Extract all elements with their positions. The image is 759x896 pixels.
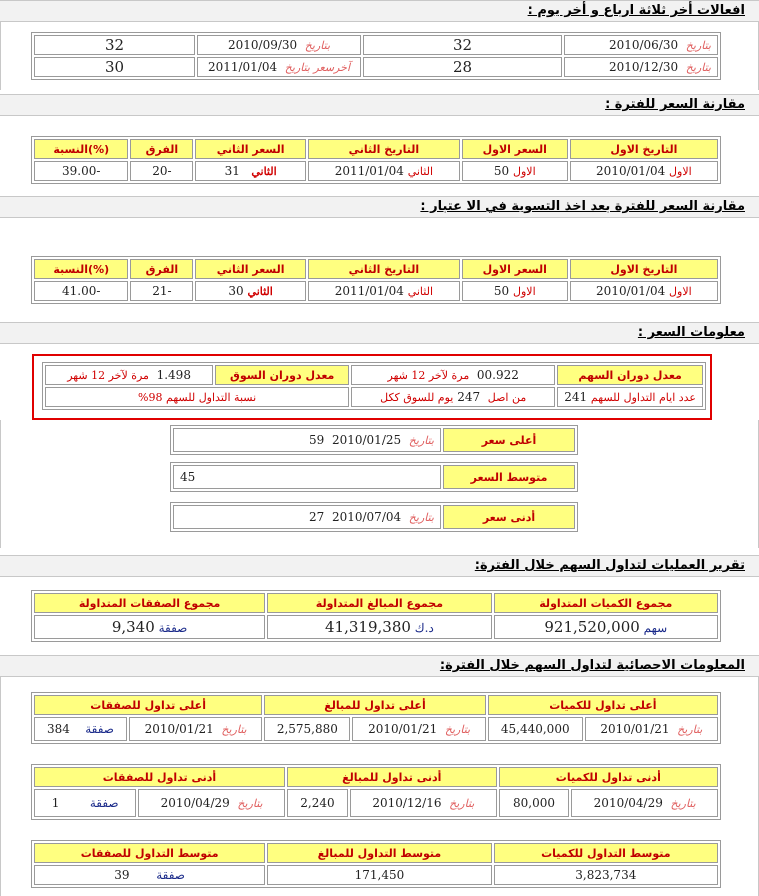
- turnover-market-cell: [45, 365, 213, 385]
- cell-value: 32: [34, 35, 195, 55]
- col-header: أعلى تداول للمبالغ: [264, 695, 485, 715]
- col-header: أعلى تداول للكميات: [488, 695, 718, 715]
- cell-date: [564, 57, 718, 77]
- highest-trading-table: [31, 692, 721, 744]
- high-price-table: [170, 425, 578, 455]
- pct-cell: -41.00: [34, 281, 128, 301]
- low-price-table: [170, 502, 578, 532]
- first-label: الاول: [513, 285, 536, 298]
- table-row: [34, 789, 718, 817]
- turnover-stock-label: معدل دوران السهم: [557, 365, 703, 385]
- lowest-trading-table: [31, 764, 721, 820]
- table-row: [34, 35, 718, 55]
- col-header: السعر الاول: [462, 259, 568, 279]
- total-amount-cell: [267, 615, 491, 639]
- low-amount-value: 2,240: [287, 789, 348, 817]
- section-title: مقارنة السعر للفترة :: [605, 97, 745, 112]
- first-date: 2010/01/04: [596, 284, 666, 298]
- diff-cell: -21: [130, 281, 193, 301]
- section-header-price-info: [0, 322, 759, 344]
- second-date: 2011/01/04: [334, 284, 404, 298]
- table-header-row: [34, 259, 718, 279]
- second-label: الثاني: [407, 285, 434, 298]
- low-deals-date-cell: [138, 789, 285, 817]
- total-days-value: 247: [457, 390, 481, 404]
- date-label: بتاريخ: [677, 723, 703, 736]
- stock-unit-label: سهم: [643, 621, 668, 635]
- low-qty-date: 2010/04/29: [593, 796, 663, 810]
- first-date: 2010/01/04: [596, 164, 666, 178]
- low-qty-date-cell: [571, 789, 718, 817]
- table-header-row: [34, 695, 718, 715]
- total-deals-value: 9,340: [111, 618, 155, 636]
- low-amount-date: 2010/12/16: [372, 796, 442, 810]
- out-of-label: من اصل: [487, 391, 527, 404]
- total-qty-value: 921,520,000: [544, 618, 640, 636]
- first-date-cell: [570, 161, 718, 181]
- avg-price-value: 45: [173, 465, 441, 489]
- cell-date: [197, 57, 361, 77]
- currency-label: د.ك: [414, 621, 434, 635]
- section-title: تقرير العمليات لتداول السهم خلال الفترة:: [474, 558, 745, 573]
- col-header: الفرق: [130, 139, 193, 159]
- cell-value: 30: [34, 57, 195, 77]
- cell-value: 32: [363, 35, 562, 55]
- table-row: [173, 428, 575, 452]
- pct-cell: -39.00: [34, 161, 128, 181]
- first-date-cell: [570, 281, 718, 301]
- trading-days-cell: [557, 387, 703, 407]
- table-header-row: [34, 767, 718, 787]
- date-label: بتاريخ: [444, 723, 471, 736]
- col-header: أعلى تداول للصفقات: [34, 695, 262, 715]
- table-row: [34, 717, 718, 741]
- date-value: 2011/01/04: [207, 60, 278, 74]
- col-header: التاريخ الاول: [570, 259, 718, 279]
- low-price-value: 27: [309, 510, 325, 524]
- col-header: مجموع المبالغ المتداولة: [267, 593, 491, 613]
- first-price-cell: [462, 281, 568, 301]
- section-title: مقارنة السعر للفترة بعد اخذ التسوية في الا عتبار :: [420, 199, 745, 214]
- low-deals-date: 2010/04/29: [160, 796, 230, 810]
- col-header: متوسط التداول للصفقات: [34, 843, 265, 863]
- second-date-cell: [308, 161, 460, 181]
- diff-cell: -20: [130, 161, 193, 181]
- high-deals-date-cell: [129, 717, 262, 741]
- table-row: [173, 465, 575, 489]
- col-header: (%)النسبة: [34, 139, 128, 159]
- adjusted-compare-table: [31, 256, 721, 304]
- date-label: بتاريخ: [304, 39, 331, 52]
- operations-table: [31, 590, 721, 642]
- low-price-cell: [173, 505, 441, 529]
- date-label: بتاريخ: [685, 61, 711, 74]
- high-deals-date: 2010/01/21: [144, 722, 214, 736]
- date-label: آخرسعر بتاريخ: [284, 61, 351, 74]
- table-row: [34, 615, 718, 639]
- avg-price-label: متوسط السعر: [443, 465, 575, 489]
- trading-ratio: نسبة التداول للسهم 98%: [45, 387, 349, 407]
- low-price-label: أدنى سعر: [443, 505, 575, 529]
- col-header: التاريخ الاول: [570, 139, 718, 159]
- table-row: [45, 387, 703, 407]
- second-label: الثاني: [407, 165, 434, 178]
- avg-deals-cell: [34, 865, 265, 885]
- avg-price-table: [170, 462, 578, 492]
- deals-label: صفقة: [89, 796, 119, 810]
- date-value: 2010/09/30: [227, 38, 298, 52]
- low-deals-value: 1: [51, 796, 60, 810]
- second-price-cell: [195, 281, 306, 301]
- first-price: 50: [493, 164, 510, 178]
- total-amount-value: 41,319,380: [325, 618, 411, 636]
- col-header: مجموع الكميات المتداولة: [494, 593, 718, 613]
- high-price-cell: [173, 428, 441, 452]
- total-qty-cell: [494, 615, 718, 639]
- section-title: المعلومات الاحصائية لتداول السهم خلال الفترة:: [439, 658, 745, 673]
- high-deals-cell: [34, 717, 127, 741]
- col-header: أدنى تداول للكميات: [499, 767, 718, 787]
- turnover-market-value: 1.498: [156, 368, 191, 382]
- avg-amount-value: 171,450: [267, 865, 491, 885]
- col-header: الفرق: [130, 259, 193, 279]
- low-amount-date-cell: [350, 789, 497, 817]
- date-label: بتاريخ: [408, 434, 434, 447]
- price-compare-table: [31, 136, 721, 184]
- col-header: التاريخ الثاني: [308, 139, 460, 159]
- col-header: متوسط التداول للكميات: [494, 843, 718, 863]
- high-amount-date-cell: [352, 717, 485, 741]
- trading-days-label: عدد ايام التداول للسهم: [590, 391, 696, 404]
- section-title: افعالات أخر ثلاثة ارباع و أخر يوم :: [527, 3, 745, 18]
- section-header-adjusted-compare: [0, 196, 759, 218]
- table-row: [34, 281, 718, 301]
- high-qty-date: 2010/01/21: [600, 722, 670, 736]
- table-row: [34, 57, 718, 77]
- col-header: السعر الثاني: [195, 139, 306, 159]
- times-label: مرة لآخر 12 شهر: [387, 369, 470, 382]
- section-header-last-quarters: [0, 0, 759, 22]
- high-price-value: 59: [309, 433, 325, 447]
- second-price: 30: [228, 284, 244, 298]
- high-qty-value: 45,440,000: [488, 717, 583, 741]
- col-header: مجموع الصفقات المتداولة: [34, 593, 265, 613]
- col-header: متوسط التداول للمبالغ: [267, 843, 491, 863]
- high-amount-date: 2010/01/21: [368, 722, 438, 736]
- date-label: بتاريخ: [670, 797, 696, 810]
- high-qty-date-cell: [585, 717, 718, 741]
- date-label: بتاريخ: [449, 797, 475, 810]
- quarters-table: [31, 32, 721, 80]
- section-title: معلومات السعر :: [637, 325, 745, 340]
- times-label: مرة لآخر 12 شهر: [67, 369, 149, 382]
- deals-label: صفقة: [85, 722, 114, 736]
- total-deals-cell: [34, 615, 265, 639]
- table-row: [34, 161, 718, 181]
- first-price-cell: [462, 161, 568, 181]
- first-label: الاول: [669, 165, 692, 178]
- second-label: الثاني: [251, 165, 277, 178]
- table-header-row: [34, 139, 718, 159]
- second-date: 2011/01/04: [334, 164, 404, 178]
- table-row: [173, 505, 575, 529]
- cell-date: [197, 35, 361, 55]
- average-trading-table: [31, 840, 721, 888]
- col-header: السعر الاول: [462, 139, 568, 159]
- section-header-price-compare: [0, 94, 759, 116]
- total-days-cell: [351, 387, 555, 407]
- date-label: بتاريخ: [237, 797, 263, 810]
- table-header-row: [34, 593, 718, 613]
- turnover-stock-value: 00.922: [476, 368, 519, 382]
- date-label: بتاريخ: [221, 723, 247, 736]
- low-price-date: 2010/07/04: [331, 510, 402, 524]
- date-value: 2010/06/30: [608, 38, 679, 52]
- trading-days-value: 241: [564, 390, 588, 404]
- low-qty-value: 80,000: [499, 789, 570, 817]
- col-header: السعر الثاني: [195, 259, 306, 279]
- first-price: 50: [493, 284, 510, 298]
- section-header-statistics: [0, 655, 759, 677]
- turnover-table: [42, 362, 706, 410]
- second-date-cell: [308, 281, 460, 301]
- col-header: التاريخ الثاني: [308, 259, 460, 279]
- high-price-label: أعلى سعر: [443, 428, 575, 452]
- deals-label: صفقة: [158, 621, 188, 635]
- high-deals-value: 384: [47, 722, 70, 736]
- date-label: بتاريخ: [408, 511, 434, 524]
- avg-qty-value: 3,823,734: [494, 865, 718, 885]
- second-price: 31: [224, 164, 240, 178]
- day-market-label: يوم للسوق ككل: [380, 391, 454, 404]
- first-label: الاول: [513, 165, 536, 178]
- deals-label: صفقة: [156, 868, 185, 882]
- second-price-cell: [195, 161, 306, 181]
- high-amount-value: 2,575,880: [264, 717, 350, 741]
- cell-date: [564, 35, 718, 55]
- col-header: أدنى تداول للمبالغ: [287, 767, 497, 787]
- cell-value: 28: [363, 57, 562, 77]
- col-header: أدنى تداول للصفقات: [34, 767, 285, 787]
- table-row: [34, 865, 718, 885]
- second-label: الثاني: [247, 285, 273, 298]
- high-price-date: 2010/01/25: [331, 433, 402, 447]
- table-row: [45, 365, 703, 385]
- section-header-operations: [0, 555, 759, 577]
- col-header: (%)النسبة: [34, 259, 128, 279]
- turnover-stock-cell: [351, 365, 555, 385]
- low-deals-cell: [34, 789, 136, 817]
- table-header-row: [34, 843, 718, 863]
- date-value: 2010/12/30: [608, 60, 679, 74]
- turnover-market-label: معدل دوران السوق: [215, 365, 349, 385]
- first-label: الاول: [669, 285, 692, 298]
- avg-deals-value: 39: [114, 868, 130, 882]
- date-label: بتاريخ: [685, 39, 711, 52]
